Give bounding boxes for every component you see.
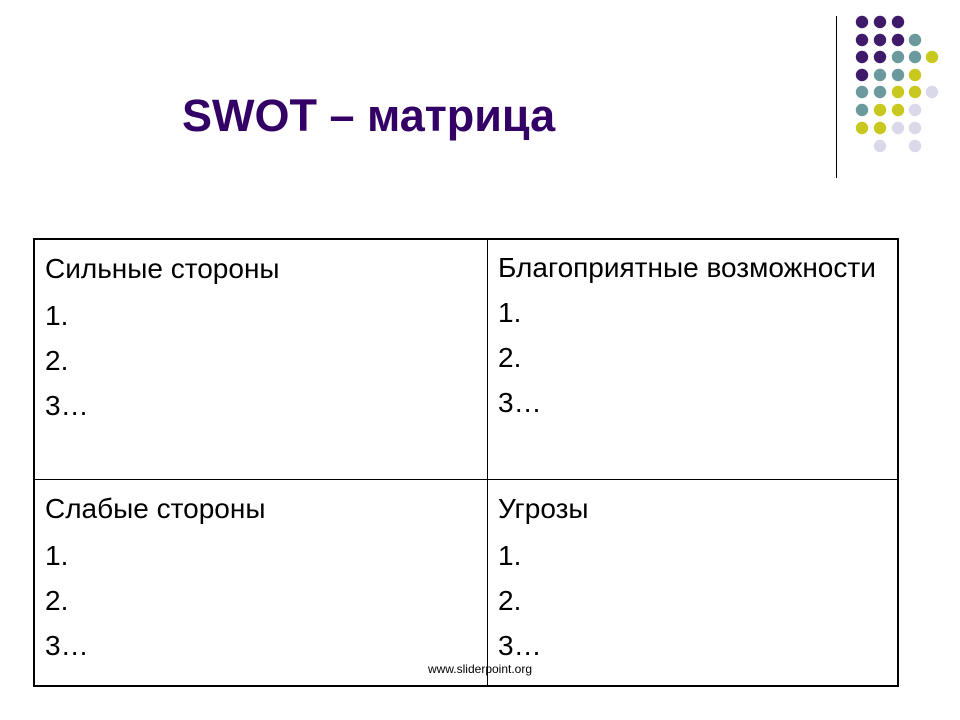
decorative-dot — [892, 16, 904, 28]
decorative-dot — [926, 86, 938, 98]
decorative-dot — [909, 69, 921, 81]
threats-item: 1. — [498, 540, 522, 571]
decorative-dot — [909, 34, 921, 46]
decorative-dot — [892, 86, 904, 98]
weaknesses-item: 1. — [45, 540, 69, 571]
strengths-item: 1. — [45, 300, 69, 331]
opportunities-item: 2. — [498, 342, 522, 373]
footer-url: www.sliderpoint.org — [427, 662, 533, 676]
decorative-dot — [874, 122, 886, 134]
matrix-row-bottom — [34, 480, 898, 687]
matrix-row-top — [34, 239, 898, 480]
decorative-dot — [856, 69, 868, 81]
decorative-divider — [836, 16, 837, 178]
threats-heading: Угрозы — [498, 493, 589, 524]
decorative-dot — [856, 51, 868, 63]
decorative-dot — [892, 122, 904, 134]
decorative-dot — [892, 51, 904, 63]
decorative-dot — [856, 86, 868, 98]
opportunities-heading: Благоприятные возможности — [498, 252, 876, 283]
decorative-dot — [874, 140, 886, 152]
decorative-dot — [856, 34, 868, 46]
decorative-dot — [909, 140, 921, 152]
strengths-heading: Сильные стороны — [45, 253, 280, 284]
decorative-dot — [909, 86, 921, 98]
opportunities-cell — [488, 239, 899, 480]
decorative-dot — [892, 69, 904, 81]
decorative-dot — [926, 51, 938, 63]
weaknesses-item: 3… — [45, 630, 89, 661]
slide-title: SWOT – матрица — [182, 90, 556, 141]
decorative-dot — [856, 16, 868, 28]
threats-item: 2. — [498, 585, 522, 616]
weaknesses-item: 2. — [45, 585, 69, 616]
strengths-item: 3… — [45, 390, 89, 421]
decorative-dot — [909, 122, 921, 134]
decorative-dot — [909, 104, 921, 116]
threats-item: 3… — [498, 630, 542, 661]
decorative-dot — [892, 104, 904, 116]
decorative-dot — [856, 122, 868, 134]
opportunities-item: 3… — [498, 387, 542, 418]
decorative-dot — [874, 34, 886, 46]
weaknesses-heading: Слабые стороны — [45, 493, 266, 524]
decorative-dot — [874, 69, 886, 81]
threats-cell — [488, 480, 899, 687]
weaknesses-cell — [34, 480, 488, 687]
decorative-dot — [874, 86, 886, 98]
swot-matrix — [33, 238, 899, 687]
decorative-dot — [856, 104, 868, 116]
decorative-dot — [874, 16, 886, 28]
strengths-item: 2. — [45, 345, 69, 376]
decorative-dot — [909, 51, 921, 63]
decorative-dot — [892, 34, 904, 46]
decorative-dot — [874, 104, 886, 116]
decorative-dot — [874, 51, 886, 63]
strengths-cell — [34, 239, 488, 480]
opportunities-item: 1. — [498, 297, 522, 328]
